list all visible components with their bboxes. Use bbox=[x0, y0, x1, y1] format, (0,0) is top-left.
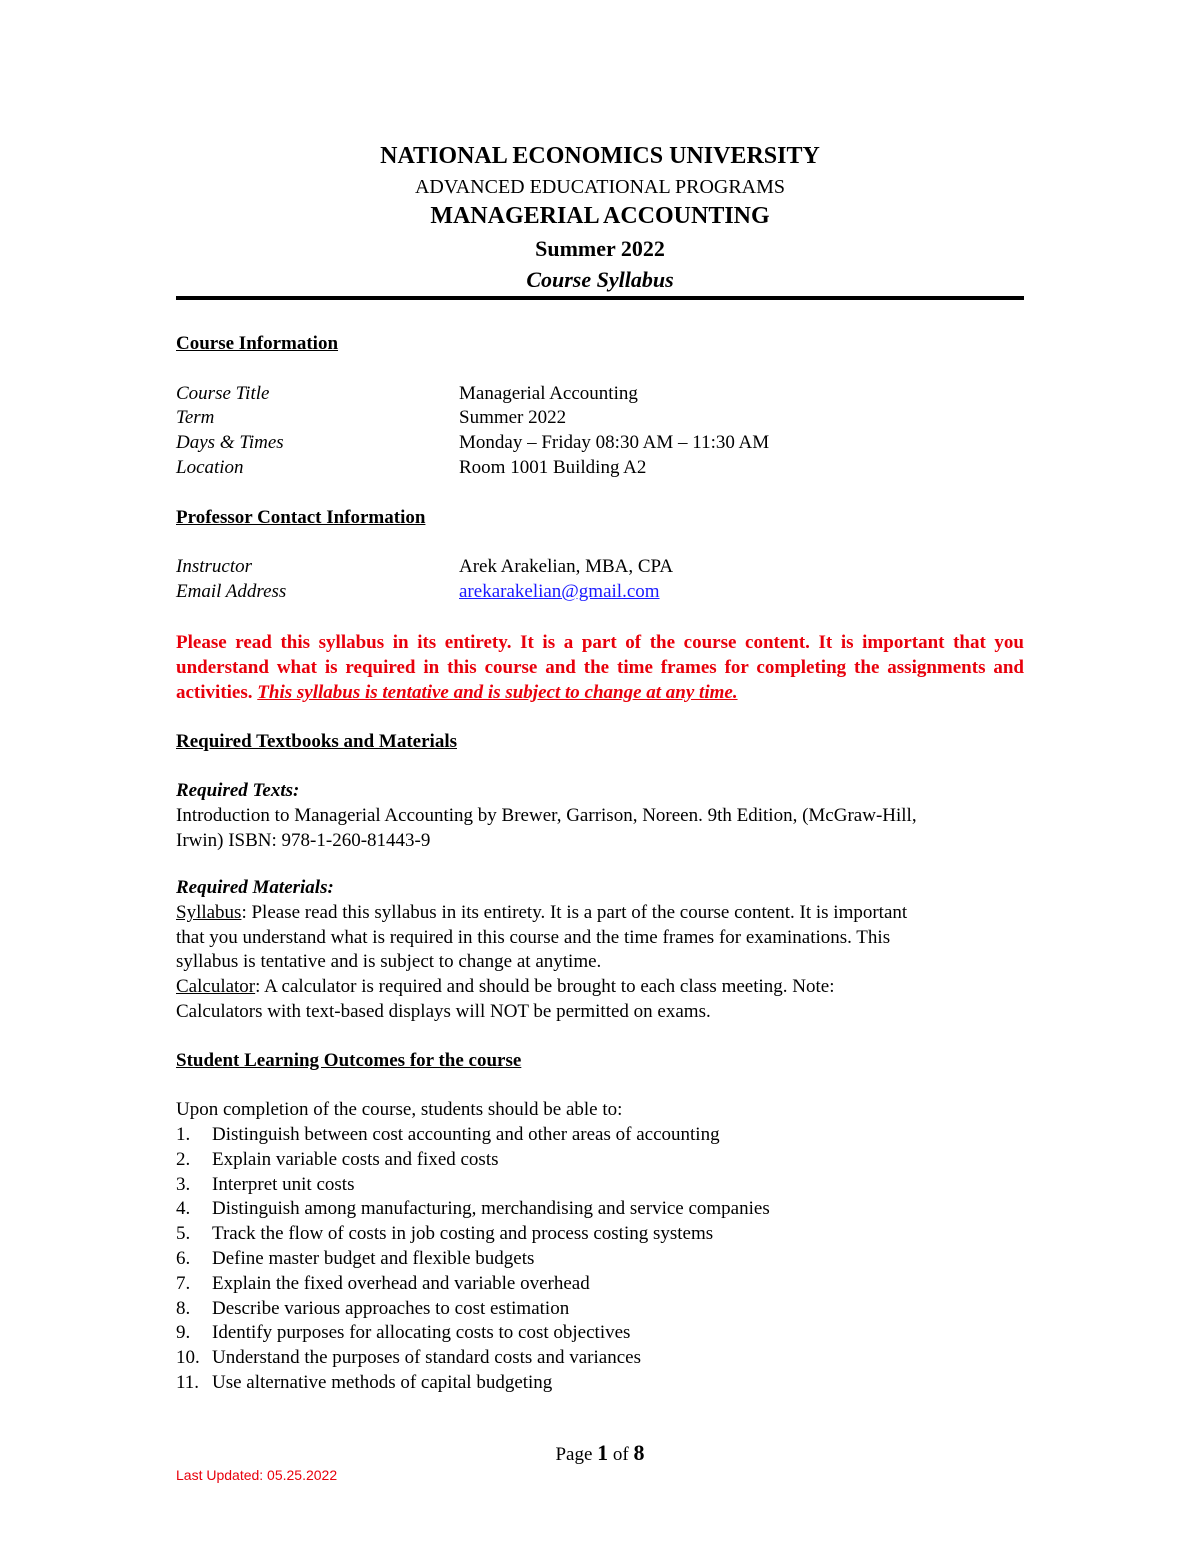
syllabus-line-3: syllabus is tentative and is subject to change at anytime. bbox=[176, 951, 602, 972]
last-updated: Last Updated: 05.25.2022 bbox=[176, 1467, 338, 1483]
syllabus-line-2: that you understand what is required in this course and the time frames for examinations. This bbox=[176, 927, 891, 948]
list-item bbox=[176, 1247, 770, 1272]
university-title: NATIONAL ECONOMICS UNIVERSITY bbox=[380, 143, 820, 169]
textbook-line-2: Irwin) ISBN: 978-1-260-81443-9 bbox=[176, 830, 431, 851]
list-text: Explain variable costs and fixed costs bbox=[212, 1148, 499, 1170]
list-item bbox=[176, 1371, 770, 1396]
page-current: 1 bbox=[597, 1440, 609, 1465]
required-materials-label: Required Materials: bbox=[176, 877, 334, 898]
program-title: ADVANCED EDUCATIONAL PROGRAMS bbox=[414, 176, 786, 198]
list-item bbox=[176, 1297, 770, 1322]
list-text: Interpret unit costs bbox=[212, 1173, 355, 1195]
course-title-label: Course Title bbox=[176, 383, 270, 404]
list-number: 5. bbox=[176, 1223, 191, 1245]
course-title-value: Managerial Accounting bbox=[459, 383, 638, 404]
list-item bbox=[176, 1173, 770, 1198]
course-title: MANAGERIAL ACCOUNTING bbox=[430, 203, 770, 229]
list-number: 8. bbox=[176, 1297, 191, 1319]
days-times-label: Days & Times bbox=[176, 432, 284, 453]
list-number: 7. bbox=[176, 1272, 191, 1294]
list-item bbox=[176, 1272, 770, 1297]
location-label: Location bbox=[176, 457, 244, 478]
outcomes-heading: Student Learning Outcomes for the course bbox=[176, 1050, 522, 1071]
syllabus-term: Syllabus bbox=[176, 902, 242, 923]
notice-emphasis: This syllabus is tentative and is subject to change at any time. bbox=[257, 682, 738, 703]
list-number: 9. bbox=[176, 1322, 191, 1344]
contact-heading: Professor Contact Information bbox=[176, 507, 426, 528]
required-texts-label: Required Texts: bbox=[176, 780, 300, 801]
syllabus-line-1 bbox=[176, 902, 907, 924]
header-rule bbox=[176, 296, 1024, 300]
list-item bbox=[176, 1222, 770, 1247]
syllabus-notice bbox=[176, 630, 1024, 705]
email-label: Email Address bbox=[176, 581, 287, 602]
email-link[interactable]: arekarakelian@gmail.com bbox=[459, 581, 660, 602]
days-times-value: Monday – Friday 08:30 AM – 11:30 AM bbox=[459, 432, 770, 453]
course-info-heading: Course Information bbox=[176, 333, 339, 354]
term-label: Term bbox=[176, 407, 215, 428]
list-text: Distinguish between cost accounting and other areas of accounting bbox=[212, 1124, 720, 1145]
instructor-value: Arek Arakelian, MBA, CPA bbox=[459, 556, 674, 577]
list-number: 10. bbox=[176, 1347, 200, 1369]
outcomes-list bbox=[176, 1123, 770, 1396]
calculator-line-2: Calculators with text-based displays will NOT be permitted on exams. bbox=[176, 1001, 711, 1022]
calculator-text-1: : A calculator is required and should be brought to each class meeting. Note: bbox=[255, 976, 835, 997]
term-value: Summer 2022 bbox=[459, 407, 567, 428]
list-item bbox=[176, 1321, 770, 1346]
calculator-term: Calculator bbox=[176, 976, 256, 997]
instructor-label: Instructor bbox=[176, 556, 252, 577]
list-text: Use alternative methods of capital budgeting bbox=[212, 1371, 553, 1393]
textbook-line-1: Introduction to Managerial Accounting by Brewer, Garrison, Noreen. 9th Edition, (McGraw-Hill, bbox=[176, 805, 917, 826]
list-number: 3. bbox=[176, 1173, 191, 1195]
list-text: Define master budget and flexible budgets bbox=[212, 1247, 535, 1269]
of-word: of bbox=[612, 1444, 629, 1465]
page-total: 8 bbox=[633, 1440, 645, 1465]
textbooks-heading: Required Textbooks and Materials bbox=[176, 731, 457, 752]
syllabus-text-1: : Please read this syllabus in its entirety. It is a part of the course content. It is important bbox=[241, 902, 908, 923]
calculator-line-1 bbox=[176, 976, 834, 998]
list-item bbox=[176, 1123, 770, 1148]
list-number: 2. bbox=[176, 1148, 191, 1170]
list-number: 6. bbox=[176, 1247, 191, 1269]
list-item bbox=[176, 1148, 770, 1173]
list-text: Understand the purposes of standard costs and variances bbox=[212, 1347, 641, 1369]
notice-text: Please read this syllabus in its entirety. It is a part of the course content. It is important that you understand what is required in this course and the time frames for completing the assignments and activities. bbox=[176, 632, 1024, 703]
list-number: 1. bbox=[176, 1124, 191, 1145]
list-number: 11. bbox=[176, 1371, 200, 1393]
list-item bbox=[176, 1346, 770, 1371]
list-number: 4. bbox=[176, 1198, 191, 1220]
list-text: Explain the fixed overhead and variable overhead bbox=[212, 1272, 590, 1294]
location-value: Room 1001 Building A2 bbox=[459, 457, 647, 478]
list-text: Describe various approaches to cost estimation bbox=[212, 1297, 570, 1319]
list-text: Distinguish among manufacturing, merchandising and service companies bbox=[212, 1198, 770, 1220]
list-item bbox=[176, 1197, 770, 1222]
term-title: Summer 2022 bbox=[535, 236, 665, 261]
list-text: Identify purposes for allocating costs to cost objectives bbox=[212, 1322, 631, 1344]
syllabus-title: Course Syllabus bbox=[526, 267, 674, 292]
page-number bbox=[0, 1440, 1200, 1466]
outcomes-intro: Upon completion of the course, students should be able to: bbox=[176, 1099, 623, 1120]
list-text: Track the flow of costs in job costing and process costing systems bbox=[212, 1223, 714, 1245]
page-word: Page bbox=[555, 1444, 593, 1465]
